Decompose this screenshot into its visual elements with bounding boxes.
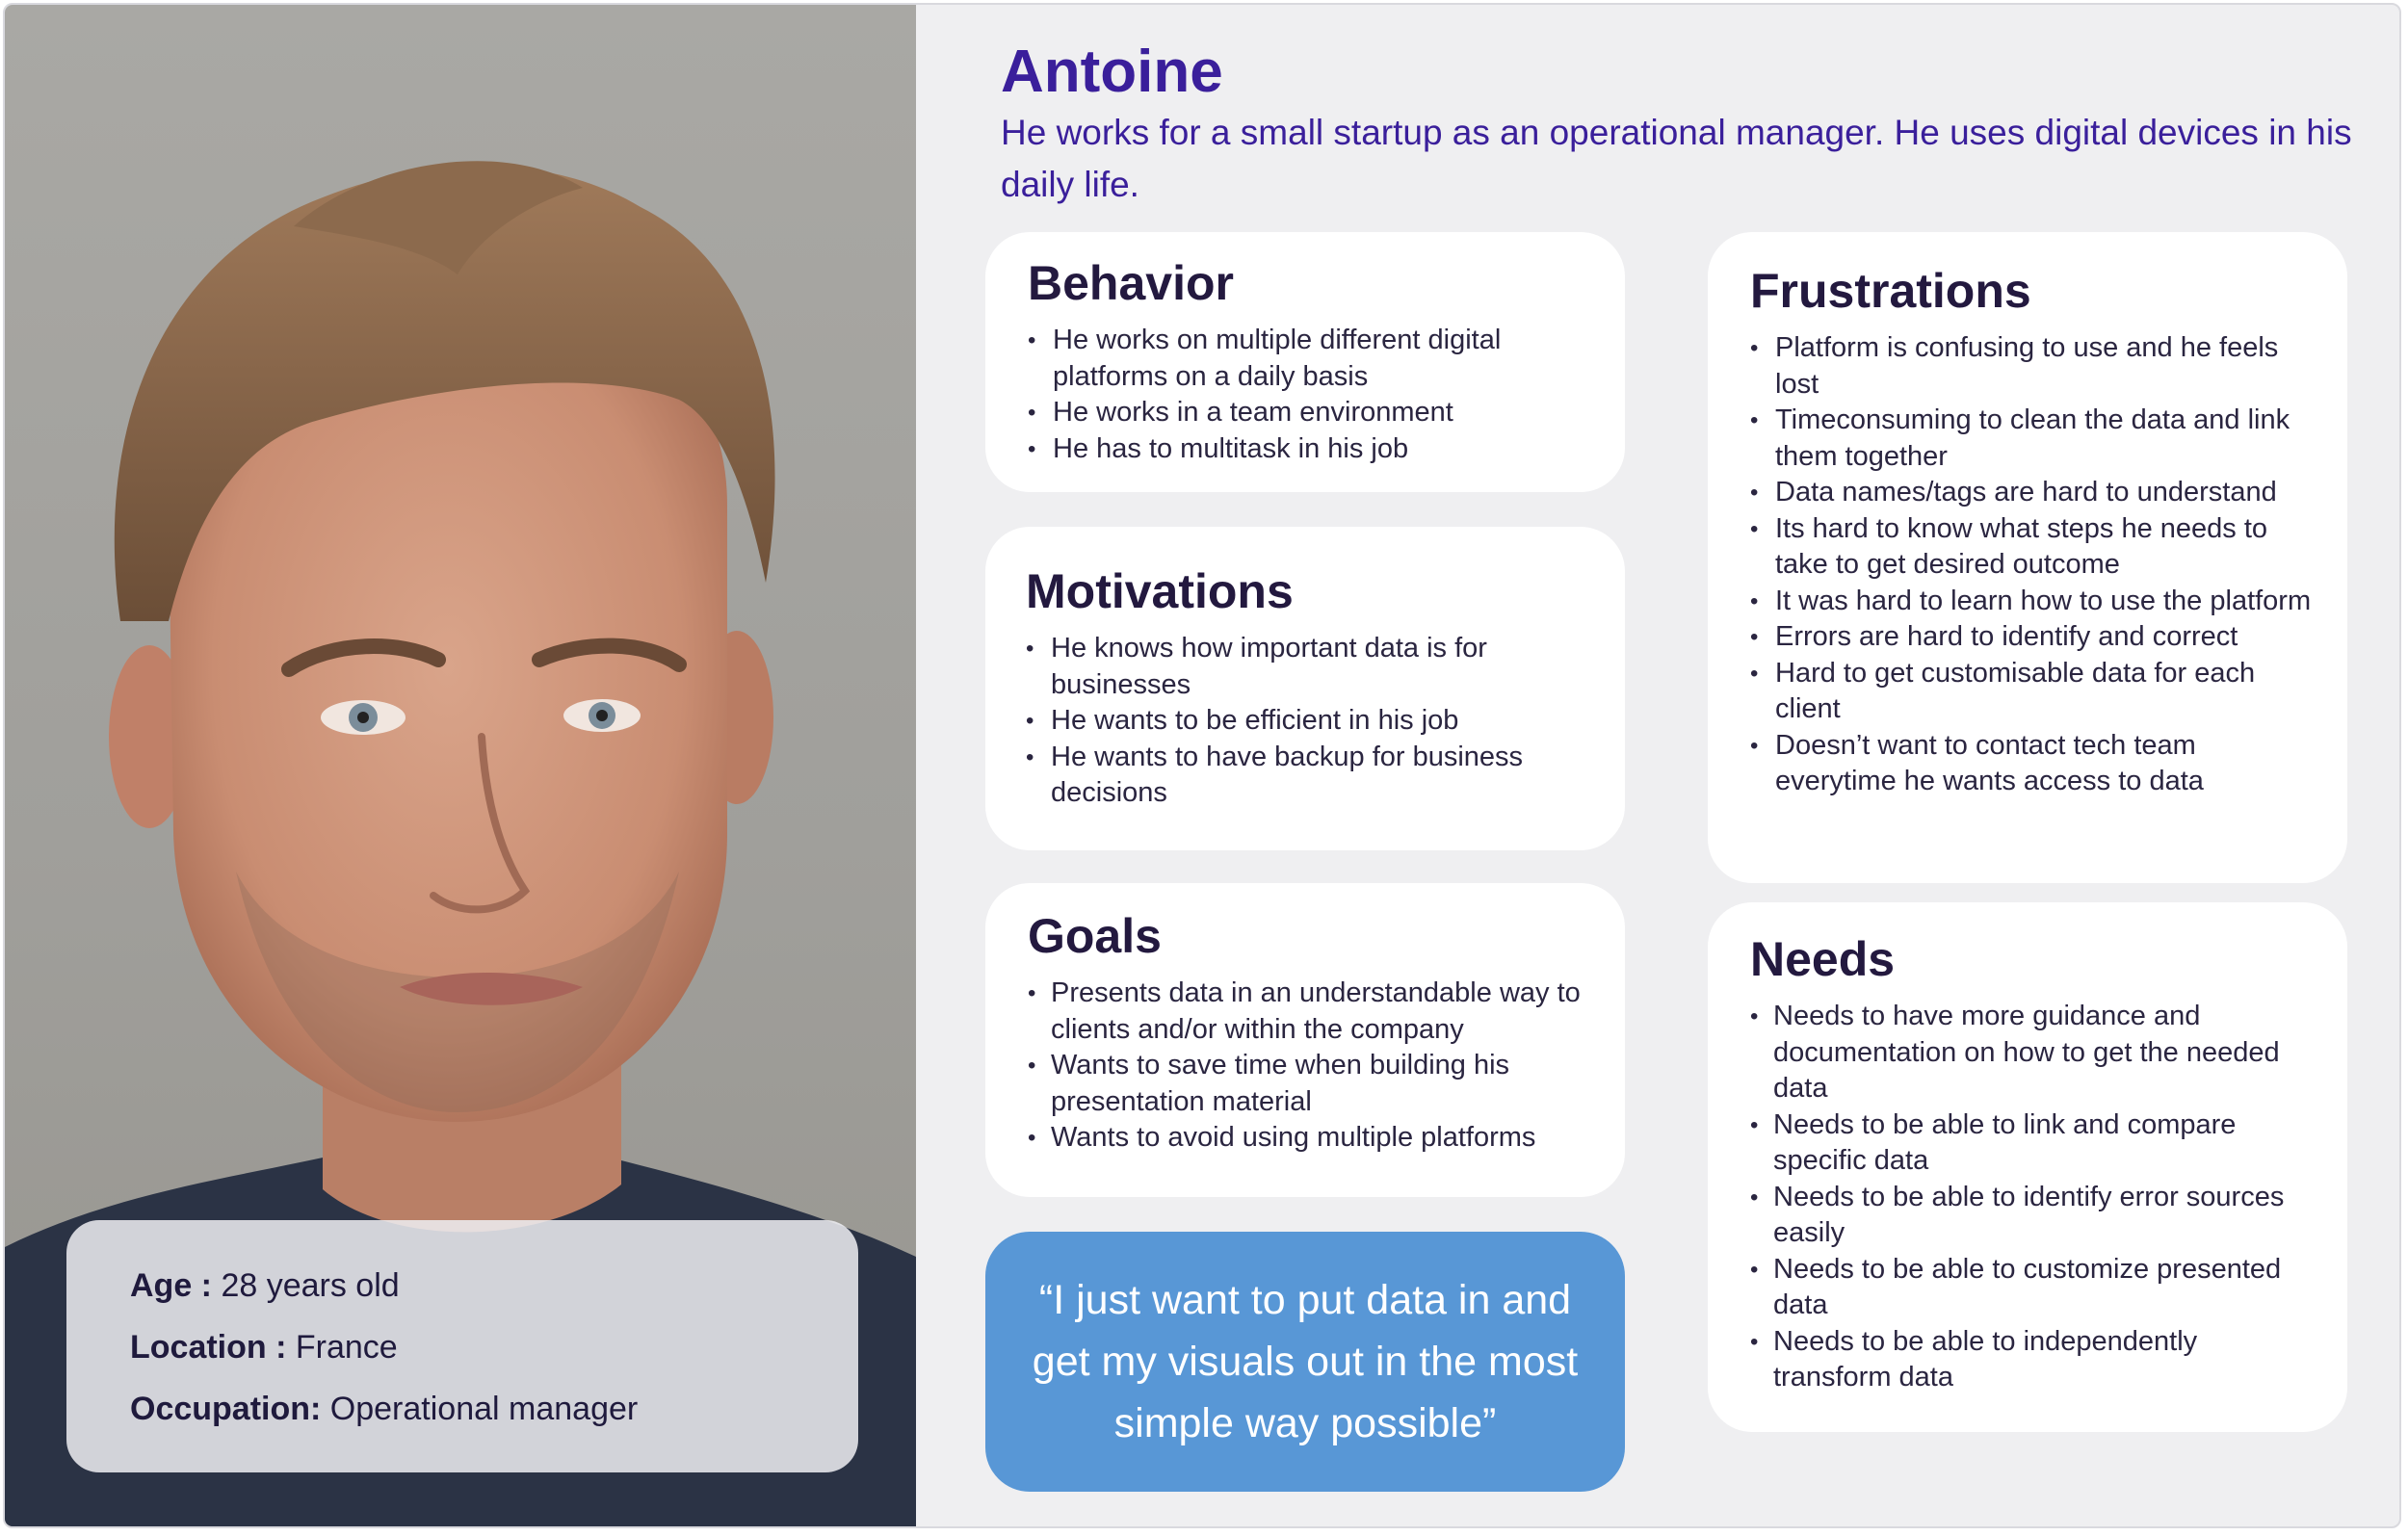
persona-board [3, 3, 2401, 1528]
frustrations-list [1750, 330, 2318, 800]
needs-list [1750, 999, 2318, 1396]
location-row [130, 1316, 858, 1378]
quote-card [985, 1232, 1625, 1492]
list-item: • Needs to be able to identify error sources easily [1750, 1180, 2318, 1252]
list-item: • He knows how important data is for businesses [1026, 631, 1586, 703]
list-item: • Needs to be able to customize presented data [1750, 1252, 2318, 1324]
occupation-label: Occupation: [130, 1391, 322, 1427]
list-item: • Presents data in an understandable way to clients and/or within the company [1028, 976, 1586, 1048]
goals-list [1028, 976, 1586, 1157]
goals-card [985, 883, 1625, 1197]
frustrations-card [1708, 232, 2347, 883]
quote-text: “I just want to put data in and get my visuals out in the most simple way possible” [1032, 1277, 1579, 1446]
list-item: • Needs to be able to link and compare specific data [1750, 1107, 2318, 1180]
list-item: • He has to multitask in his job [1028, 431, 1586, 468]
list-item: • Timeconsuming to clean the data and link them together [1750, 403, 2318, 475]
needs-card [1708, 902, 2347, 1432]
list-item: • Wants to avoid using multiple platforms [1028, 1120, 1586, 1157]
list-item: • Platform is confusing to use and he feels lost [1750, 330, 2318, 403]
list-item: • Wants to save time when building his presentation material [1028, 1048, 1586, 1120]
behavior-list [1028, 323, 1586, 467]
behavior-title: Behavior [1028, 256, 1234, 310]
occupation-row [130, 1378, 858, 1440]
list-item: • He works on multiple different digital platforms on a daily basis [1028, 323, 1586, 395]
list-item: • Errors are hard to identify and correct [1750, 619, 2318, 656]
list-item: • Hard to get customisable data for each client [1750, 656, 2318, 728]
list-item: • He wants to be efficient in his job [1026, 703, 1586, 740]
list-item: • Doesn’t want to contact tech team everytime he wants access to data [1750, 728, 2318, 800]
motivations-card [985, 527, 1625, 850]
list-item: • Its hard to know what steps he needs to take to get desired outcome [1750, 511, 2318, 584]
frustrations-title: Frustrations [1750, 264, 2031, 318]
behavior-card [985, 232, 1625, 492]
location-value: France [286, 1329, 398, 1366]
list-item: • Data names/tags are hard to understand [1750, 475, 2318, 511]
motivations-title: Motivations [1026, 564, 1294, 618]
age-value: 28 years old [212, 1267, 400, 1304]
location-label: Location : [130, 1329, 287, 1366]
profile-card [66, 1220, 858, 1472]
occupation-value: Operational manager [321, 1391, 639, 1427]
age-label: Age : [130, 1267, 212, 1304]
persona-tagline: He works for a small startup as an operational manager. He uses digital devices in his daily life. [1001, 113, 2352, 204]
goals-title: Goals [1028, 909, 1162, 963]
persona-photo [5, 5, 916, 1526]
list-item: • It was hard to learn how to use the platform [1750, 584, 2318, 620]
list-item: • Needs to be able to independently transform data [1750, 1324, 2318, 1396]
list-item: • Needs to have more guidance and documentation on how to get the needed data [1750, 999, 2318, 1107]
needs-title: Needs [1750, 932, 1896, 986]
age-row [130, 1255, 858, 1316]
list-item: • He wants to have backup for business decisions [1026, 740, 1586, 812]
list-item: • He works in a team environment [1028, 395, 1586, 431]
persona-name: Antoine [1001, 39, 1223, 105]
motivations-list [1026, 631, 1586, 812]
